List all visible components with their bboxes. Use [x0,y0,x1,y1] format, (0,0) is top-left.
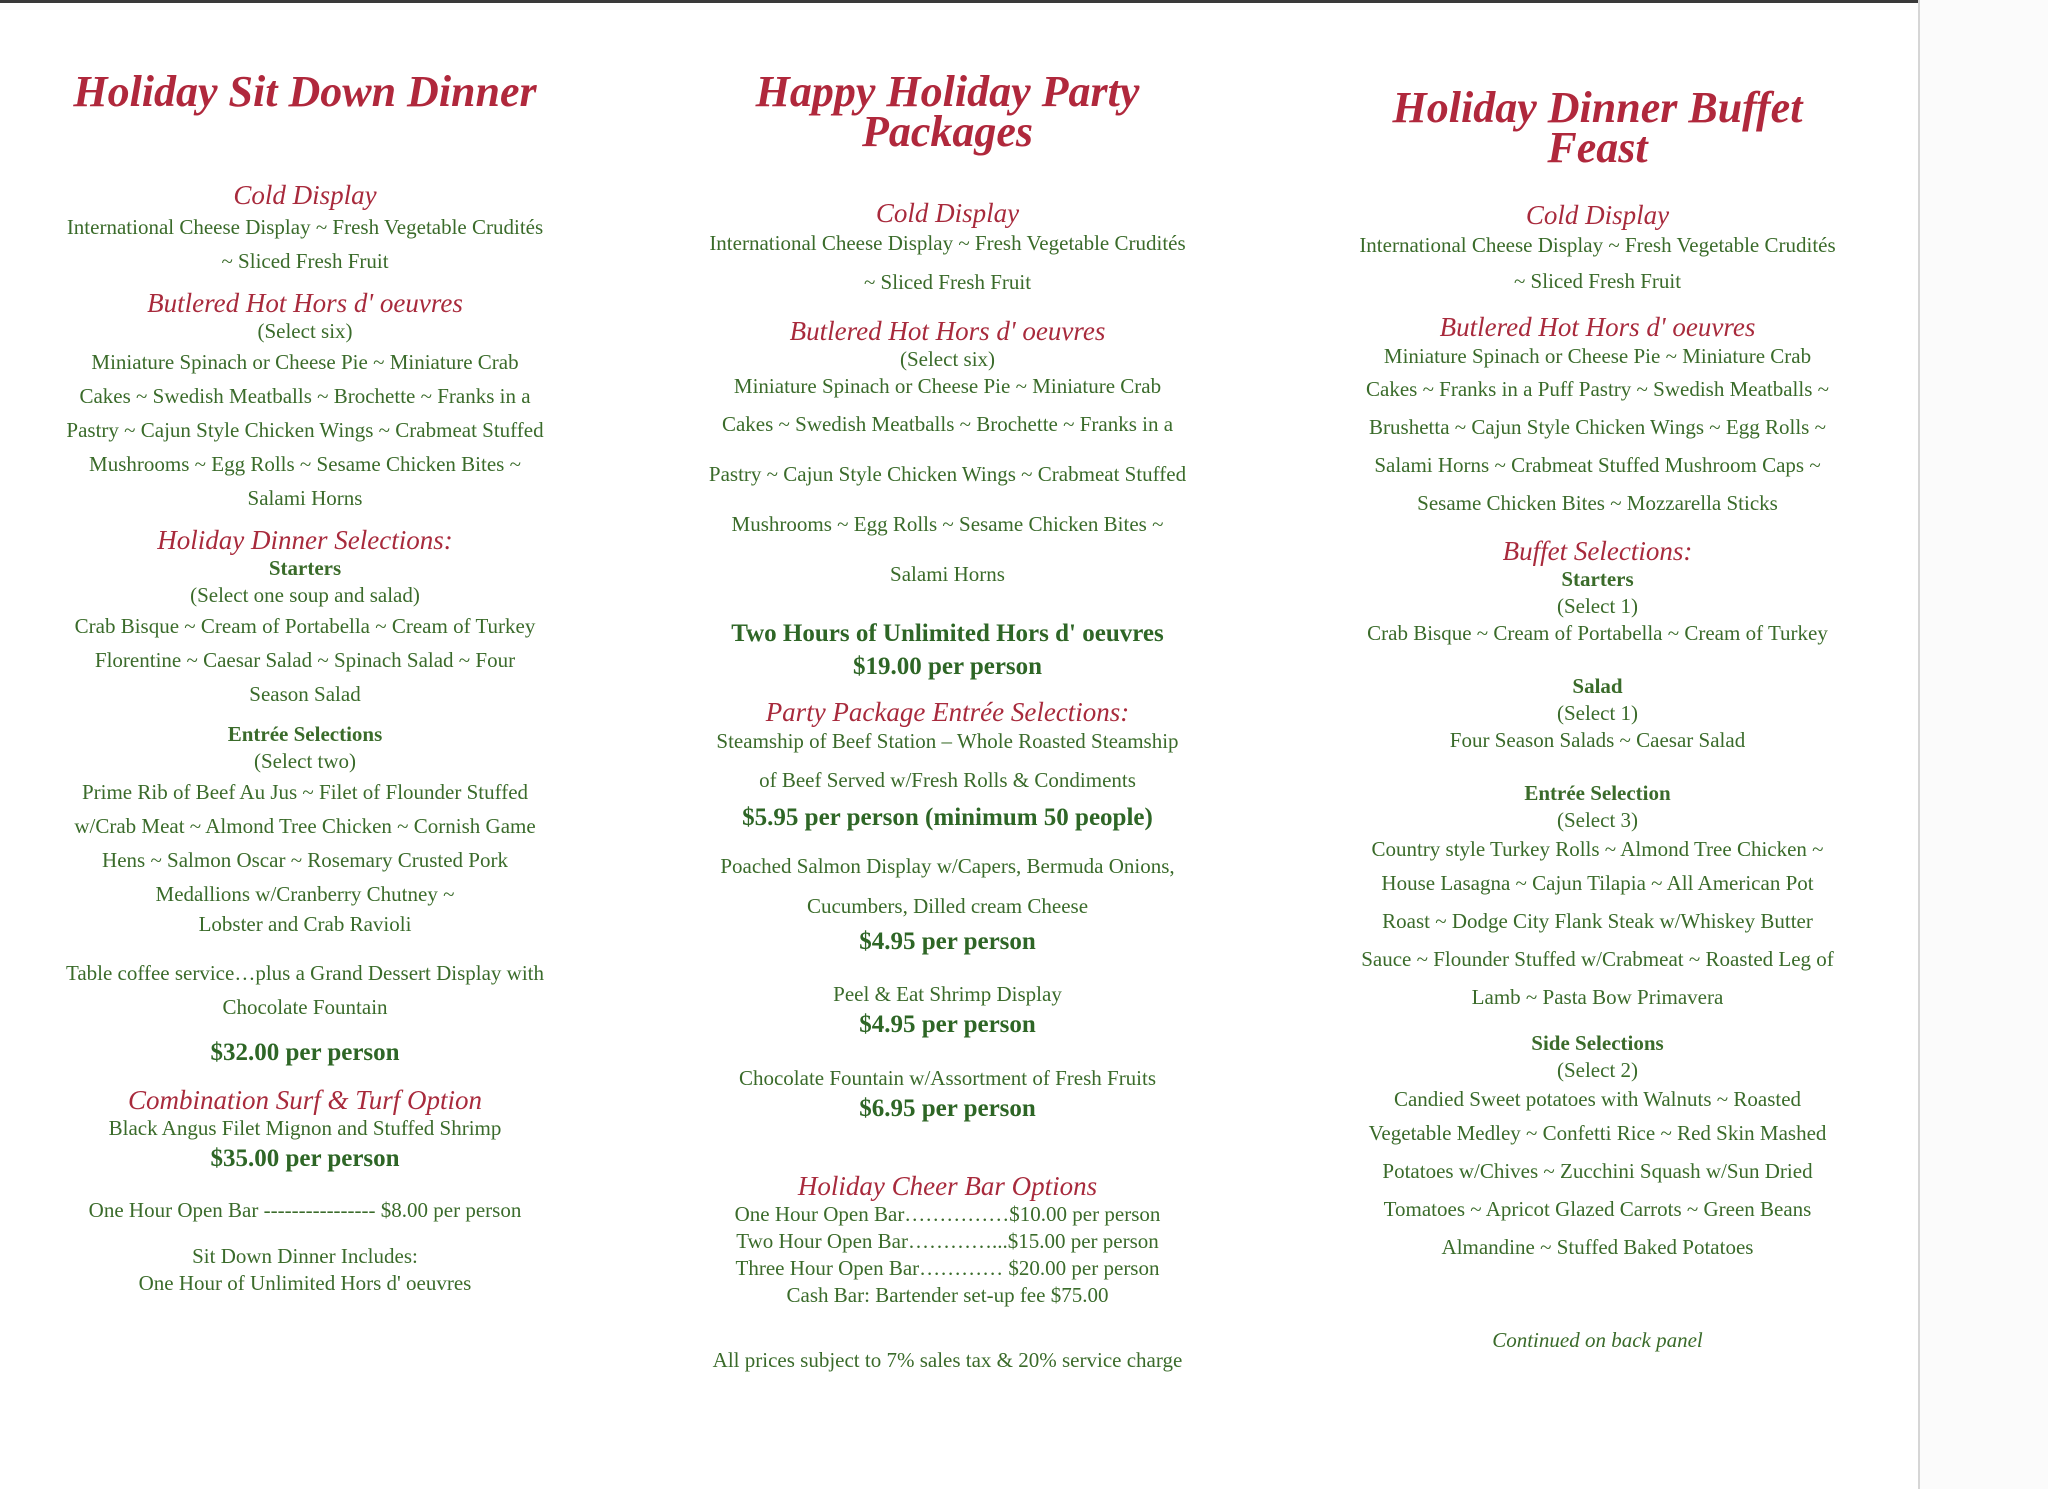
shrimp-line: Peel & Eat Shrimp Display [833,982,1062,1006]
dinner-selections-heading: Holiday Dinner Selections: [157,525,453,555]
sit-down-dinner-title: Holiday Sit Down Dinner [73,67,537,116]
party-entree-heading: Party Package Entrée Selections: [765,697,1130,727]
buffet-selections-heading: Buffet Selections: [1502,536,1693,566]
side-note: (Select 2) [1556,1058,1639,1082]
fountain-line: Chocolate Fountain w/Assortment of Fresh Fruits [738,1066,1157,1090]
bar-option-line: Cash Bar: Bartender set-up fee $75.00 [786,1283,1109,1307]
surf-turf-price: $35.00 per person [210,1145,400,1172]
hors-doeuvres-note: (Select six) [257,319,353,343]
hors-doeuvres-line: Pastry ~ Cajun Style Chicken Wings ~ Crabmeat Stuffed [66,418,544,442]
entree-line: Hens ~ Salmon Oscar ~ Rosemary Crusted Pork [102,848,508,872]
steamship-line: of Beef Served w/Fresh Rolls & Condiments [759,768,1136,792]
continued-note: Continued on back panel [1492,1328,1703,1352]
sit-down-price: $32.00 per person [210,1039,400,1066]
fountain-price: $6.95 per person [859,1095,1036,1122]
salmon-line: Cucumbers, Dilled cream Cheese [806,894,1089,918]
open-bar-line: One Hour Open Bar ---------------- $8.00 per person [88,1198,522,1222]
starters-label: Starters [1561,567,1634,591]
hors-doeuvres-line: Cakes ~ Franks in a Puff Pastry ~ Swedish Meatballs ~ [1366,377,1829,401]
hors-doeuvres-line: Sesame Chicken Bites ~ Mozzarella Sticks [1417,491,1778,515]
cold-display-line: ~ Sliced Fresh Fruit [1513,269,1682,293]
hors-doeuvres-heading: Butlered Hot Hors d' oeuvres [147,288,463,318]
entree-line: Prime Rib of Beef Au Jus ~ Filet of Flounder Stuffed [81,780,529,804]
hors-doeuvres-note: (Select six) [899,347,996,371]
cold-display-heading: Cold Display [233,180,377,210]
starters-line: Season Salad [249,682,361,706]
hors-doeuvres-line: Salami Horns ~ Crabmeat Stuffed Mushroom Caps ~ [1374,453,1821,477]
starters-note: (Select one soup and salad) [190,583,420,607]
side-line: Potatoes w/Chives ~ Zucchini Squash w/Sun Dried [1382,1159,1813,1183]
cold-display-line: International Cheese Display ~ Fresh Vegetable Crudités [1359,233,1836,257]
bar-option-line: Two Hour Open Bar…………...$15.00 per person [736,1229,1159,1253]
steamship-price: $5.95 per person (minimum 50 people) [742,804,1153,831]
cold-display-heading: Cold Display [1525,200,1670,230]
sit-down-dinner-column [20,60,590,1297]
entree-line: Country style Turkey Rolls ~ Almond Tree Chicken ~ [1371,837,1824,861]
buffet-feast-title: Feast [1547,123,1648,172]
hors-doeuvres-line: Salami Horns [247,486,363,510]
starters-note: (Select 1) [1556,594,1639,618]
hors-doeuvres-line: Mushrooms ~ Egg Rolls ~ Sesame Chicken Bites ~ [89,452,521,476]
salad-label: Salad [1572,674,1623,698]
buffet-feast-column [1310,60,1885,1354]
side-label: Side Selections [1531,1031,1664,1055]
entree-label: Entrée Selection [1524,781,1671,805]
cold-display-line: International Cheese Display ~ Fresh Vegetable Crudités [66,215,544,239]
entree-line: House Lasagna ~ Cajun Tilapia ~ All American Pot [1381,871,1814,895]
hors-doeuvres-line: Miniature Spinach or Cheese Pie ~ Miniature Crab [733,374,1162,398]
hors-doeuvres-heading: Butlered Hot Hors d' oeuvres [789,316,1106,346]
entree-note: (Select 3) [1556,808,1639,832]
salmon-line: Poached Salmon Display w/Capers, Bermuda Onions, [720,854,1175,878]
party-packages-title: Happy Holiday Party [755,67,1140,116]
cold-display-line: International Cheese Display ~ Fresh Vegetable Crudités [709,231,1186,255]
entree-line: Roast ~ Dodge City Flank Steak w/Whiskey Butter [1382,909,1813,933]
party-packages-column [660,60,1235,1374]
hors-doeuvres-line: Cakes ~ Swedish Meatballs ~ Brochette ~ Franks in a [721,412,1174,436]
unlimited-hors-title: Two Hours of Unlimited Hors d' oeuvres [731,620,1164,647]
cold-display-line: ~ Sliced Fresh Fruit [863,270,1032,294]
shrimp-price: $4.95 per person [859,1011,1036,1038]
surf-turf-description: Black Angus Filet Mignon and Stuffed Shrimp [108,1116,502,1140]
hors-doeuvres-line: Pastry ~ Cajun Style Chicken Wings ~ Crabmeat Stuffed [708,462,1187,486]
tax-note: All prices subject to 7% sales tax & 20% service charge [712,1348,1183,1372]
party-packages-title: Packages [861,107,1034,156]
side-line: Vegetable Medley ~ Confetti Rice ~ Red Skin Mashed [1368,1121,1827,1145]
entree-line: Sauce ~ Flounder Stuffed w/Crabmeat ~ Roasted Leg of [1361,947,1834,971]
entree-label: Entrée Selections [227,722,383,746]
hors-doeuvres-line: Cakes ~ Swedish Meatballs ~ Brochette ~ Franks in a [79,384,531,408]
cold-display-line: ~ Sliced Fresh Fruit [221,249,389,273]
buffet-feast-title: Holiday Dinner Buffet [1392,83,1803,132]
salmon-price: $4.95 per person [859,928,1036,955]
includes-heading: Sit Down Dinner Includes: [192,1244,418,1268]
hors-doeuvres-line: Salami Horns [890,562,1005,586]
bar-options-heading: Holiday Cheer Bar Options [797,1171,1098,1201]
hors-doeuvres-line: Mushrooms ~ Egg Rolls ~ Sesame Chicken Bites ~ [731,512,1164,536]
starters-line: Crab Bisque ~ Cream of Portabella ~ Cream of Turkey [1367,621,1828,645]
hors-doeuvres-line: Brushetta ~ Cajun Style Chicken Wings ~ Egg Rolls ~ [1369,415,1826,439]
hors-doeuvres-heading: Butlered Hot Hors d' oeuvres [1439,312,1756,342]
side-line: Almandine ~ Stuffed Baked Potatoes [1441,1235,1754,1259]
unlimited-hors-price: $19.00 per person [852,653,1043,680]
side-line: Tomatoes ~ Apricot Glazed Carrots ~ Green Beans [1383,1197,1812,1221]
entree-line: Lamb ~ Pasta Bow Primavera [1471,985,1724,1009]
salad-note: (Select 1) [1556,701,1639,725]
bar-option-line: One Hour Open Bar……………$10.00 per person [734,1202,1161,1226]
bar-option-line: Three Hour Open Bar………… $20.00 per person [735,1256,1160,1280]
coffee-line: Chocolate Fountain [222,995,388,1019]
entree-line: w/Crab Meat ~ Almond Tree Chicken ~ Cornish Game [74,814,536,838]
salad-line: Four Season Salads ~ Caesar Salad [1449,728,1746,752]
surf-turf-heading: Combination Surf & Turf Option [127,1085,483,1115]
page-fold-line [1918,0,1920,1489]
entree-line: Lobster and Crab Ravioli [198,912,412,936]
includes-line: One Hour of Unlimited Hors d' oeuvres [138,1271,472,1295]
starters-label: Starters [268,556,342,580]
hors-doeuvres-line: Miniature Spinach or Cheese Pie ~ Miniature Crab [91,350,519,374]
page-fold-panel [1920,0,2048,1489]
entree-note: (Select two) [253,749,357,773]
cold-display-heading: Cold Display [875,198,1020,228]
starters-line: Florentine ~ Caesar Salad ~ Spinach Salad ~ Four [94,648,516,672]
coffee-line: Table coffee service…plus a Grand Dessert Display with [65,961,545,985]
hors-doeuvres-line: Miniature Spinach or Cheese Pie ~ Miniature Crab [1383,344,1812,368]
entree-line: Medallions w/Cranberry Chutney ~ [155,882,455,906]
starters-line: Crab Bisque ~ Cream of Portabella ~ Cream of Turkey [74,614,536,638]
page-top-edge [0,0,2048,3]
side-line: Candied Sweet potatoes with Walnuts ~ Roasted [1393,1087,1802,1111]
steamship-line: Steamship of Beef Station – Whole Roasted Steamship [716,729,1179,753]
